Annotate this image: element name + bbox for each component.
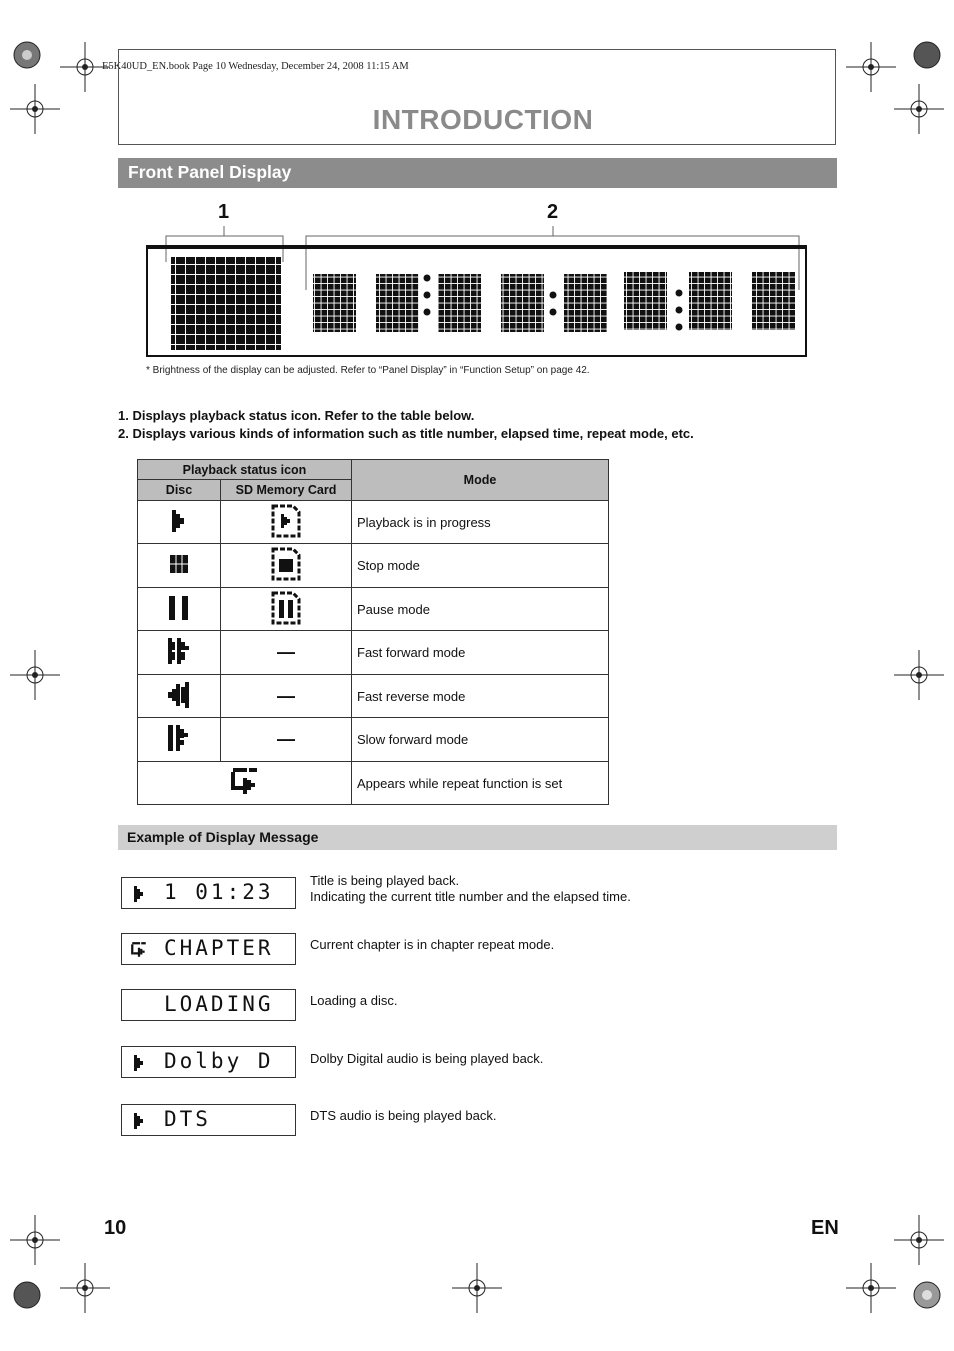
mode-label: Pause mode [352,588,609,631]
play-icon [134,1055,144,1071]
crosshair-icon [894,1215,944,1265]
sd-not-applicable: — [221,631,352,675]
mode-label: Playback is in progress [352,501,609,544]
header-status-icon: Playback status icon [138,460,352,480]
table-row [138,501,609,544]
lcd-text: 1 01:23 [164,880,274,904]
header-disc: Disc [138,480,221,501]
example-description [310,873,631,905]
language-code: EN [811,1217,839,1239]
status-icon-table [137,459,609,805]
stop-icon [168,553,190,575]
mode-label: Stop mode [352,544,609,588]
fast-forward-icon [166,636,192,666]
lcd-text: CHAPTER [164,936,274,960]
lcd-example [121,1104,296,1136]
crosshair-icon [10,650,60,700]
example-description [310,993,397,1009]
description-list [118,407,694,443]
play-icon [134,886,144,902]
mode-label: Fast forward mode [352,631,609,675]
mode-label: Appears while repeat function is set [352,762,609,805]
sd-pause-icon [269,590,303,626]
table-row [138,718,609,762]
description-line: Indicating the current title number and the elapsed time. [310,889,631,904]
description-line: Loading a disc. [310,993,398,1008]
table-row [138,588,609,631]
description-line: Title is being played back. [310,873,460,888]
chapter-title: INTRODUCTION [372,104,594,135]
list-item: 2. Displays various kinds of information such as title number, elapsed time, repeat mode, etc. [118,426,694,441]
description-line: Current chapter is in chapter repeat mode. [310,937,555,952]
crosshair-icon [452,1263,502,1313]
brightness-note: * Brightness of the display can be adjusted. Refer to “Panel Display” in “Function Setup” on page 42. [146,365,590,376]
callout-2: 2 [547,201,559,223]
header-mode: Mode [352,460,609,501]
crosshair-icon [10,1215,60,1265]
sd-not-applicable: — [221,718,352,762]
lcd-text: DTS [164,1107,211,1131]
description-line: DTS audio is being played back. [310,1108,497,1123]
crosshair-icon [846,1263,896,1313]
lcd-example [121,877,296,909]
repeat-icon [129,941,149,959]
table-row [138,544,609,588]
example-description [310,937,554,953]
slow-forward-icon [166,723,192,753]
sd-stop-icon [269,546,303,582]
mode-label: Fast reverse mode [352,675,609,718]
display-dot-matrix [146,245,807,357]
fast-reverse-icon [165,680,193,710]
sd-not-applicable: — [221,675,352,718]
mode-label: Slow forward mode [352,718,609,762]
play-icon [169,508,189,534]
color-registration-icon [912,1280,942,1310]
page-number: 10 [104,1217,127,1239]
lcd-example [121,1046,296,1078]
color-registration-icon [12,1280,42,1310]
table-row [138,675,609,718]
pause-icon [167,594,191,622]
play-icon [134,1113,144,1129]
lcd-text: Dolby D [164,1049,274,1073]
example-description [310,1051,543,1067]
crosshair-icon [60,1263,110,1313]
sd-play-icon [269,503,303,539]
example-description [310,1108,496,1124]
subsection-title: Example of Display Message [127,829,319,845]
section-title: Front Panel Display [128,162,292,182]
table-row [138,631,609,675]
callout-1: 1 [218,201,230,223]
description-line: Dolby Digital audio is being played back. [310,1051,544,1066]
list-item: 1. Displays playback status icon. Refer to the table below. [118,408,475,423]
table-row [138,762,609,805]
subsection-header [118,825,837,850]
header-sd-card: SD Memory Card [221,480,352,501]
repeat-icon [229,766,261,798]
lcd-example [121,933,296,965]
lcd-example [121,989,296,1021]
book-header: E5K40UD_EN.book Page 10 Wednesday, December 24, 2008 11:15 AM [102,61,409,72]
crosshair-icon [894,650,944,700]
lcd-text: LOADING [164,992,274,1016]
